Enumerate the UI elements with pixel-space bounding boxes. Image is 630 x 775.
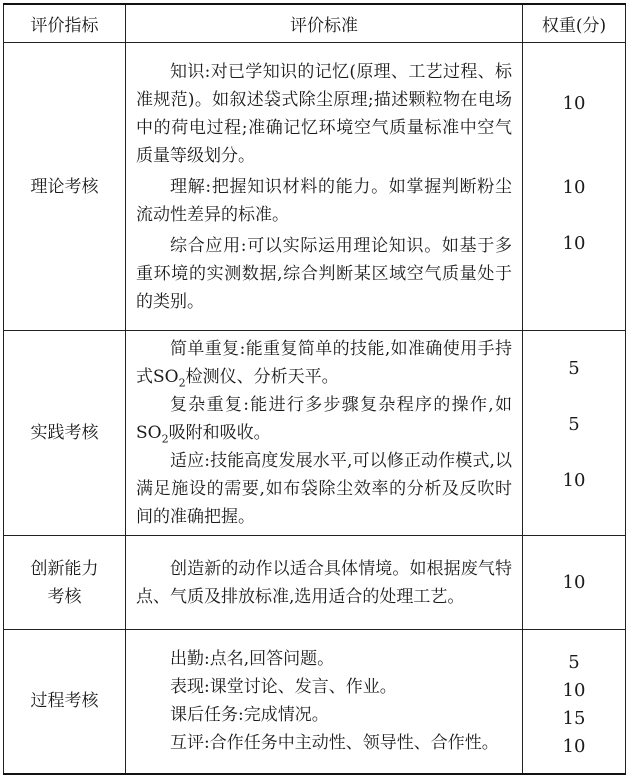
weight-value: 10 [562, 92, 586, 114]
standard-item: 表现:课堂讨论、发言、作业。 [170, 677, 397, 698]
metric-line: 考核 [47, 586, 82, 607]
weight-value: 10 [562, 680, 586, 702]
standard-item: 知识:对已学知识的记忆(原理、工艺过程、标准规范)。如叙述袋式除尘原理;描述颗粒物在电场中的荷电过程;准确记忆环境空气质量标准中空气质量等级划分。 [136, 61, 512, 166]
header-weight: 权重(分) [523, 4, 626, 43]
weight-value: 5 [568, 652, 580, 674]
weight-value: 10 [562, 176, 586, 198]
weight-value: 5 [568, 358, 580, 379]
weight-value: 5 [568, 414, 580, 435]
standard-item: 创造新的动作以适合具体情境。如根据废气特点、气质及排放标准,选用适合的处理工艺。 [136, 558, 512, 607]
standard-item: 出勤:点名,回答问题。 [170, 649, 335, 670]
standard-item: 理解:把握知识材料的能力。如掌握判断粉尘流动性差异的标准。 [136, 176, 512, 225]
weight-value: 10 [562, 470, 586, 491]
weight-cell [523, 536, 626, 630]
table-row-practice [4, 331, 626, 536]
metric-cell: 实践考核 [4, 331, 126, 536]
standard-item: 综合应用:可以实际运用理论知识。如基于多重环境的实测数据,综合判断某区域空气质量处于的类别。 [136, 235, 512, 312]
standard-cell [126, 536, 523, 630]
weight-value: 10 [562, 736, 586, 758]
table-row-theory [4, 43, 626, 331]
header-metric: 评价指标 [4, 4, 126, 43]
standard-item: 适应:技能高度发展水平,可以修正动作模式,以满足施设的需要,如布袋除尘效率的分析及反吹时间的准确把握。 [136, 451, 512, 527]
table-header-row [4, 4, 626, 43]
standard-cell [126, 43, 523, 331]
standard-cell [126, 331, 523, 536]
standard-item: 互评:合作任务中主动性、领导性、合作性。 [170, 733, 499, 754]
weight-value: 10 [562, 571, 586, 593]
standard-item: 复杂重复:能进行多步骤复杂程序的操作,如$SO_2$吸附和吸收。 [136, 395, 512, 446]
weight-cell [523, 43, 626, 331]
weight-value: 15 [562, 708, 586, 730]
standard-item: 课后任务:完成情况。 [170, 705, 329, 726]
metric-line: 创新能力 [30, 558, 99, 579]
evaluation-table [3, 3, 626, 775]
header-standard: 评价标准 [126, 4, 523, 43]
weight-value: 10 [562, 232, 586, 254]
metric-cell [4, 536, 126, 630]
metric-cell: 过程考核 [4, 630, 126, 774]
weight-cell [523, 630, 626, 774]
weight-cell [523, 331, 626, 536]
standard-cell [126, 630, 523, 774]
table-row-innovation [4, 536, 626, 630]
standard-item: 简单重复:能重复简单的技能,如准确使用手持式$SO_2$检测仪、分析天平。 [136, 339, 512, 390]
metric-cell: 理论考核 [4, 43, 126, 331]
table-row-process [4, 630, 626, 774]
evaluation-table-wrapper [3, 3, 625, 775]
